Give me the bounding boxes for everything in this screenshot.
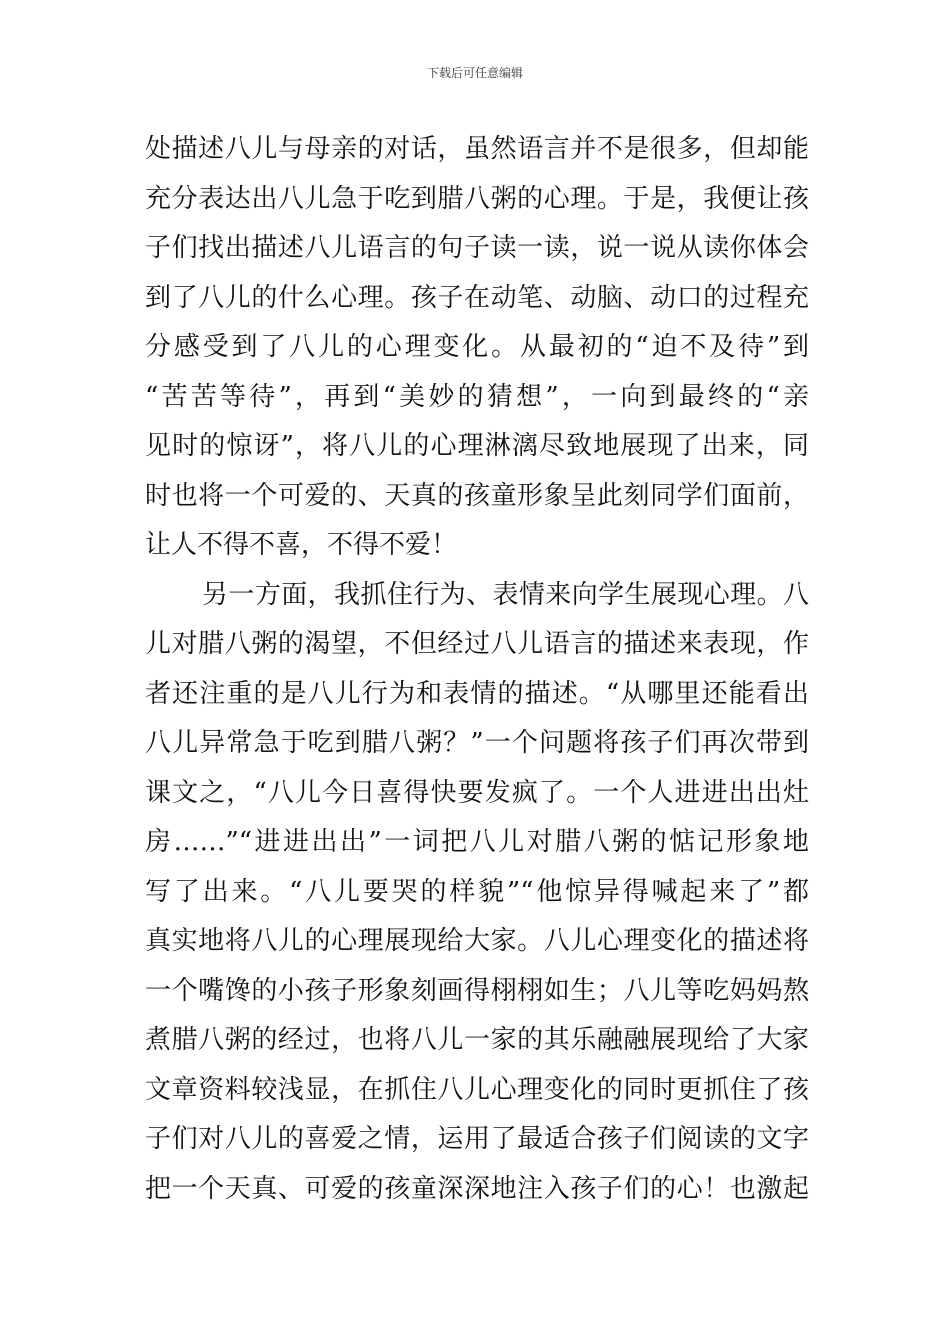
text-line: 充分表达出八儿急于吃到腊八粥的心理。于是，我便让孩 — [145, 183, 809, 214]
text-line: 一个嘴馋的小孩子形象刻画得栩栩如生；八儿等吃妈妈熬 — [145, 975, 809, 1006]
text-line: 儿对腊八粥的渴望，不但经过八儿语言的描述来表现，作 — [145, 629, 809, 659]
text-line: 分感受到了八儿的心理变化。从最初的“迫不及待”到 — [145, 332, 809, 362]
text-line: 见时的惊讶”，将八儿的心理淋漓尽致地展现了出来，同 — [145, 431, 809, 461]
text-line: 房……”“进进出出”一词把八儿对腊八粥的惦记形象地 — [145, 827, 809, 857]
text-line: “苦苦等待”，再到“美妙的猜想”，一向到最终的“亲 — [145, 381, 809, 412]
text-line: 八儿异常急于吃到腊八粥？”一个问题将孩子们再次带到 — [145, 728, 809, 758]
text-line: 写了出来。“八儿要哭的样貌”“他惊异得喊起来了”都 — [145, 876, 809, 907]
text-line: 煮腊八粥的经过，也将八儿一家的其乐融融展现给了大家 — [145, 1025, 809, 1055]
text-line: 子们对八儿的喜爱之情，运用了最适合孩子们阅读的文字 — [145, 1124, 809, 1154]
text-line: 处描述八儿与母亲的对话，虽然语言并不是很多，但却能 — [145, 134, 809, 164]
text-line: 时也将一个可爱的、天真的孩童形象呈此刻同学们面前， — [145, 480, 809, 511]
text-line: 把一个天真、可爱的孩童深深地注入孩子们的心！也激起 — [145, 1173, 809, 1204]
paragraph-start-line: 另一方面，我抓住行为、表情来向学生展现心理。八 — [202, 579, 809, 610]
body-text — [145, 125, 809, 1214]
text-line: 文章资料较浅显，在抓住八儿心理变化的同时更抓住了孩 — [145, 1074, 809, 1105]
text-line: 让人不得不喜，不得不爱！ — [145, 530, 458, 560]
text-line: 者还注重的是八儿行为和表情的描述。“从哪里还能看出 — [145, 678, 809, 709]
text-line: 到了八儿的什么心理。孩子在动笔、动脑、动口的过程充 — [145, 282, 809, 313]
text-line: 真实地将八儿的心理展现给大家。八儿心理变化的描述将 — [145, 926, 809, 956]
page-header-note: 下载后可任意编辑 — [426, 66, 523, 80]
text-line: 子们找出描述八儿语言的句子读一读，说一说从读你体会 — [145, 233, 809, 263]
text-line: 课文之，“八儿今日喜得快要发疯了。一个人进进出出灶 — [145, 777, 809, 808]
